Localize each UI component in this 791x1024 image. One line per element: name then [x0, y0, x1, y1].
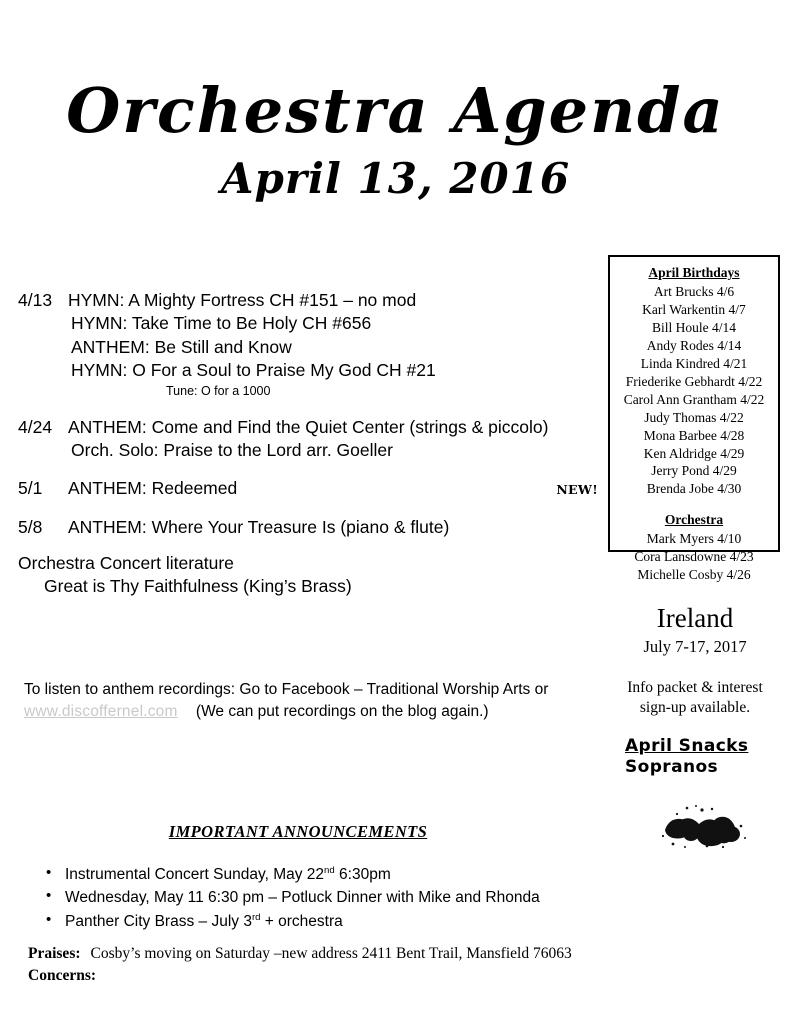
agenda-date: 5/8 [18, 516, 43, 537]
agenda-date: 4/24 [18, 416, 53, 437]
page-date: April 13, 2016 [220, 154, 571, 204]
concert-literature [18, 552, 598, 599]
birthday-row: Judy Thomas 4/22 [644, 409, 744, 425]
agenda-entry [18, 289, 598, 401]
birthday-row: Mark Myers 4/10 [646, 531, 742, 547]
snack-clipart-icon [655, 800, 755, 856]
announcement-text-tail: + orchestra [260, 912, 343, 930]
agenda-item-text: Orch. Solo: Praise to the Lord arr. Goeller [71, 440, 393, 461]
birthday-row: Andy Rodes 4/14 [646, 337, 742, 353]
birthday-row: Friederike Gebhardt 4/22 [625, 373, 763, 389]
orchestra-birthdays-heading: Orchestra [664, 512, 724, 528]
ireland-note-line-2: sign-up available. [639, 698, 751, 716]
agenda-entry [18, 516, 598, 539]
recordings-line-2 [24, 701, 604, 723]
concert-literature-item: Great is Thy Faithfulness (King’s Brass) [44, 576, 352, 597]
birthday-row: Bill Houle 4/14 [652, 319, 736, 335]
announcement-item [18, 863, 598, 886]
agenda-entry [18, 416, 598, 463]
ordinal-suffix: nd [324, 864, 335, 876]
birthdays-box [608, 255, 780, 583]
announcements-heading: IMPORTANT ANNOUNCEMENTS [168, 822, 428, 841]
agenda-item-text: ANTHEM: Where Your Treasure Is (piano & flute) [68, 516, 450, 537]
title-block [0, 74, 791, 204]
birthday-row: Ken Aldridge 4/29 [643, 445, 745, 461]
announcement-text: Wednesday, May 11 6:30 pm – Potluck Dinner with Mike and Rhonda [65, 889, 540, 907]
agenda-line [18, 359, 598, 382]
agenda-list [18, 289, 598, 554]
praises-line [28, 943, 628, 965]
announcements-list [18, 863, 598, 933]
recordings-line-2-text: (We can put recordings on the blog again.) [195, 703, 489, 721]
recordings-url-link[interactable]: www.discoffernel.com [24, 703, 178, 721]
announcement-text-tail: 6:30pm [334, 866, 391, 883]
agenda-date: 5/1 [18, 478, 43, 499]
agenda-item-text: ANTHEM: Redeemed [68, 478, 238, 499]
snacks-block [625, 736, 791, 779]
announcement-item [18, 910, 598, 933]
agenda-item-text: ANTHEM: Be Still and Know [71, 336, 292, 357]
birthday-row: Carol Ann Grantham 4/22 [623, 391, 765, 407]
ordinal-suffix: rd [251, 911, 261, 923]
ireland-trip-block [600, 604, 790, 718]
birthdays-heading: April Birthdays [648, 265, 740, 280]
new-badge: NEW! [556, 482, 598, 498]
recordings-line-1: To listen to anthem recordings: Go to Facebook – Traditional Worship Arts or [24, 681, 549, 698]
announcement-item [18, 886, 598, 909]
agenda-tune-note: Tune: O for a 1000 [166, 384, 271, 399]
recordings-note [24, 679, 604, 724]
concerns-line [28, 965, 628, 987]
birthday-row: Linda Kindred 4/21 [640, 355, 748, 371]
agenda-item-text: ANTHEM: Come and Find the Quiet Center (strings & piccolo) [68, 416, 549, 437]
agenda-line [18, 516, 598, 539]
ireland-note [600, 678, 790, 718]
concerns-label: Concerns: [28, 967, 97, 984]
snacks-group: Sopranos [625, 757, 719, 778]
agenda-line [18, 289, 598, 312]
page-title: Orchestra Agenda [66, 74, 725, 147]
ireland-title: Ireland [656, 603, 734, 633]
birthday-row: Karl Warkentin 4/7 [642, 301, 746, 317]
birthday-row: Jerry Pond 4/29 [651, 463, 737, 479]
birthday-row: Brenda Jobe 4/30 [646, 481, 742, 497]
agenda-item-text: HYMN: O For a Soul to Praise My God CH #21 [71, 359, 436, 380]
praises-concerns-section [28, 943, 628, 987]
agenda-line [18, 312, 598, 335]
agenda-date: 4/13 [18, 290, 53, 310]
announcements-section [18, 822, 598, 933]
praises-label: Praises: [28, 945, 81, 962]
ireland-dates: July 7-17, 2017 [643, 636, 747, 656]
agenda-line [18, 336, 598, 359]
agenda-line [18, 439, 598, 462]
snacks-heading: April Snacks [625, 736, 749, 756]
birthday-row: Cora Lansdowne 4/23 [634, 549, 754, 565]
praises-text: Cosby’s moving on Saturday –new address 2411 Bent Trail, Mansfield 76063 [90, 945, 572, 962]
birthday-row: Michelle Cosby 4/26 [637, 567, 751, 583]
announcement-text: Panther City Brass – July 3 [65, 912, 252, 930]
agenda-item-text: HYMN: A Mighty Fortress CH #151 – no mod [68, 290, 417, 310]
agenda-line [18, 416, 598, 439]
birthday-row: Mona Barbee 4/28 [643, 427, 745, 443]
birthday-row: Art Brucks 4/6 [653, 283, 735, 299]
concert-literature-heading: Orchestra Concert literature [18, 553, 234, 573]
announcement-text: Instrumental Concert Sunday, May 22 [65, 866, 325, 883]
ireland-note-line-1: Info packet & interest [627, 678, 763, 696]
agenda-entry [18, 477, 598, 500]
agenda-item-text: HYMN: Take Time to Be Holy CH #656 [71, 313, 372, 334]
agenda-line [18, 477, 598, 500]
